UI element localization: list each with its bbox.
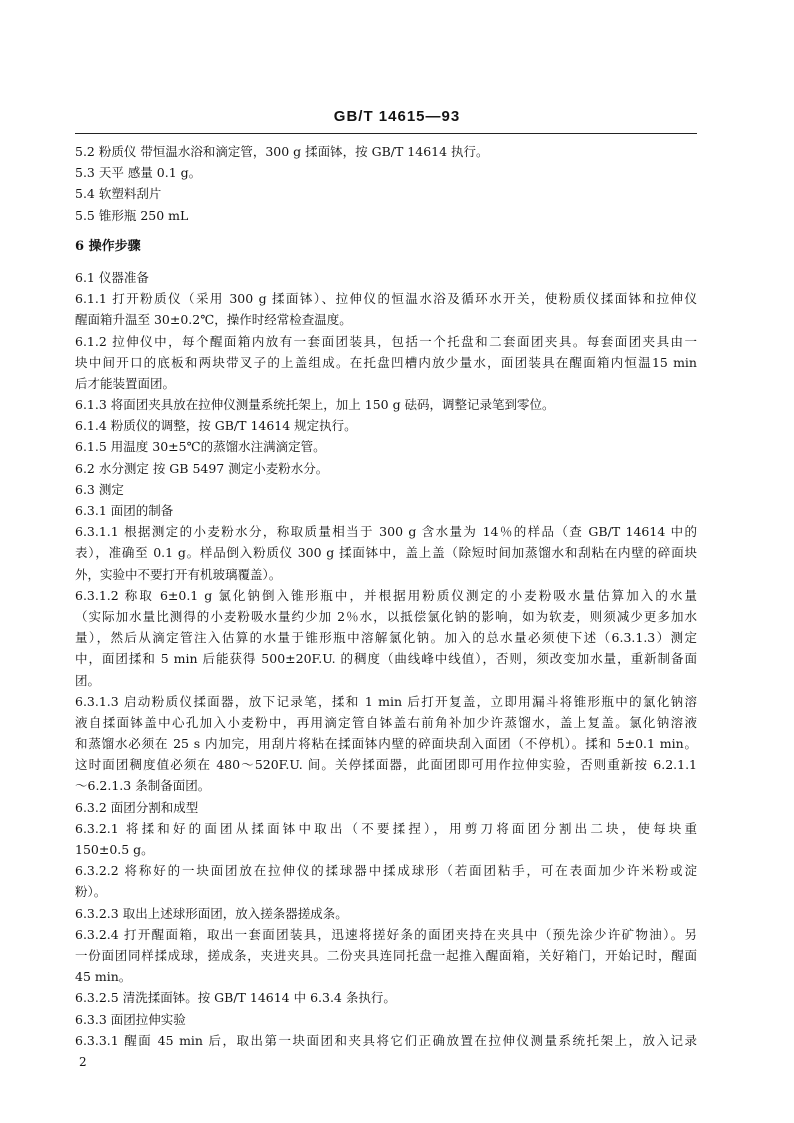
text-line: 量），然后从滴定管注入估算的水量于锥形瓶中溶解氯化钠。加入的总水量必须使下述（6.3.1.3）测定 [75,630,697,646]
text-line: （实际加水量比测得的小麦粉吸水量约少加 2％水，以抵偿氯化钠的影响，如为软麦，则须减少更多加水 [75,608,697,624]
text-line: 6.3.3 面团拉伸实验 [75,1011,186,1027]
section-heading: 6 操作步骤 [75,238,141,254]
text-line: 这时面团稠度值必须在 480～520F.U. 间。关停揉面器，此面团即可用作拉伸实验，否则重新按 6.2.1.1 [75,757,697,773]
header-rule [75,133,697,134]
text-line: 6.1.5 用温度 30±5℃的蒸馏水注满滴定管。 [75,439,326,455]
text-line: 5.3 天平 感量 0.1 g。 [75,165,202,181]
text-line: 醒面箱升温至 30±0.2℃，操作时经常检查温度。 [75,312,352,328]
text-line: 外，实验中不要打开有机玻璃覆盖）。 [75,566,282,582]
text-line: 6.1.3 将面团夹具放在拉伸仪测量系统托架上，加上 150 g 砝码，调整记录笔到零位。 [75,397,555,413]
text-line: 6.1.2 拉伸仪中，每个醒面箱内放有一套面团装具，包括一个托盘和二套面团夹具。每套面团夹具由一 [75,333,697,349]
text-line: 5.2 粉质仪 带恒温水浴和滴定管，300 g 揉面钵，按 GB/T 14614 执行。 [75,144,489,159]
text-line: 6.3.2.5 清洗揉面钵。按 GB/T 14614 中 6.3.4 条执行。 [75,990,396,1006]
text-line: 中，面团揉和 5 min 后能获得 500±20F.U. 的稠度（曲线峰中线值），否则，须改变加水量，重新制备面 [75,651,697,667]
text-line: 6.3.2.2 将称好的一块面团放在拉伸仪的揉球器中揉成球形（若面团粘手，可在表面加少许米粉或淀 [75,863,697,879]
text-line: 表），准确至 0.1 g。样品倒入粉质仪 300 g 揉面钵中，盖上盖（除短时间加蒸馏水和刮粘在内壁的碎面块 [75,545,697,561]
text-line: 和蒸馏水必须在 25 s 内加完，用刮片将粘在揉面钵内壁的碎面块刮入面团（不停机）。揉和 5±0.1 min。 [75,736,697,752]
text-line: 后才能装置面团。 [75,375,176,391]
text-line: 6.3.1.3 启动粉质仪揉面器，放下记录笔，揉和 1 min 后打开复盖，立即用漏斗将锥形瓶中的氯化钠溶 [75,693,697,709]
text-line: 6.1.1 打开粉质仪（采用 300 g 揉面钵）、拉伸仪的恒温水浴及循环水开关，使粉质仪揉面钵和拉伸仪 [75,291,697,307]
text-line: 团。 [75,672,101,688]
text-line: 6.3.2.3 取出上述球形面团，放入搓条器搓成条。 [75,905,348,921]
text-line: ～6.2.1.3 条制备面团。 [75,778,211,794]
text-line: 6.3.1 面团的制备 [75,503,174,518]
text-line: 6.2 水分测定 按 GB 5497 测定小麦粉水分。 [75,460,329,476]
text-line: 6.1.4 粉质仪的调整，按 GB/T 14614 规定执行。 [75,418,357,434]
text-line: 块中间开口的底板和两块带叉子的上盖组成。在托盘凹槽内放少量水，面团装具在醒面箱内恒温15 min [75,354,697,370]
text-line: 一份面团同样揉成球，搓成条，夹进夹具。二份夹具连同托盘一起推入醒面箱，关好箱门，开始记时，醒面 [75,947,697,963]
text-line: 45 min。 [75,969,132,985]
text-line: 6.3.3.1 醒面 45 min 后，取出第一块面团和夹具将它们正确放置在拉伸仪测量系统托架上，放入记录 [75,1032,697,1048]
text-line: 150±0.5 g。 [75,842,154,857]
text-line: 6.3.2.1 将揉和好的面团从揉面钵中取出（不要揉捏），用剪刀将面团分割出二块，使每块重 [75,820,697,836]
document-body [75,141,697,1051]
page-number: 2 [79,1055,87,1069]
text-line: 6.3 测定 [75,481,124,497]
text-line: 6.3.2 面团分割和成型 [75,799,199,815]
standard-header: GB/T 14615—93 [333,108,461,125]
text-line: 液自揉面钵盖中心孔加入小麦粉中，再用滴定管自钵盖右前角补加少许蒸馏水，盖上复盖。氯化钠溶液 [75,714,697,730]
text-line: 5.4 软塑料刮片 [75,186,162,202]
text-line: 5.5 锥形瓶 250 mL [75,207,189,223]
text-line: 6.3.1.1 根据测定的小麦粉水分，称取质量相当于 300 g 含水量为 14％的样品（查 GB/T 14614 中的 [75,524,697,540]
text-line: 6.3.1.2 称取 6±0.1 g 氯化钠倒入锥形瓶中，并根据用粉质仪测定的小麦粉吸水量估算加入的水量 [75,587,697,603]
text-line: 6.3.2.4 打开醒面箱，取出一套面团装具，迅速将搓好条的面团夹持在夹具中（预先涂少许矿物油）。另 [75,926,697,942]
text-line: 6.1 仪器准备 [75,269,149,285]
text-line: 粉）。 [75,884,107,900]
